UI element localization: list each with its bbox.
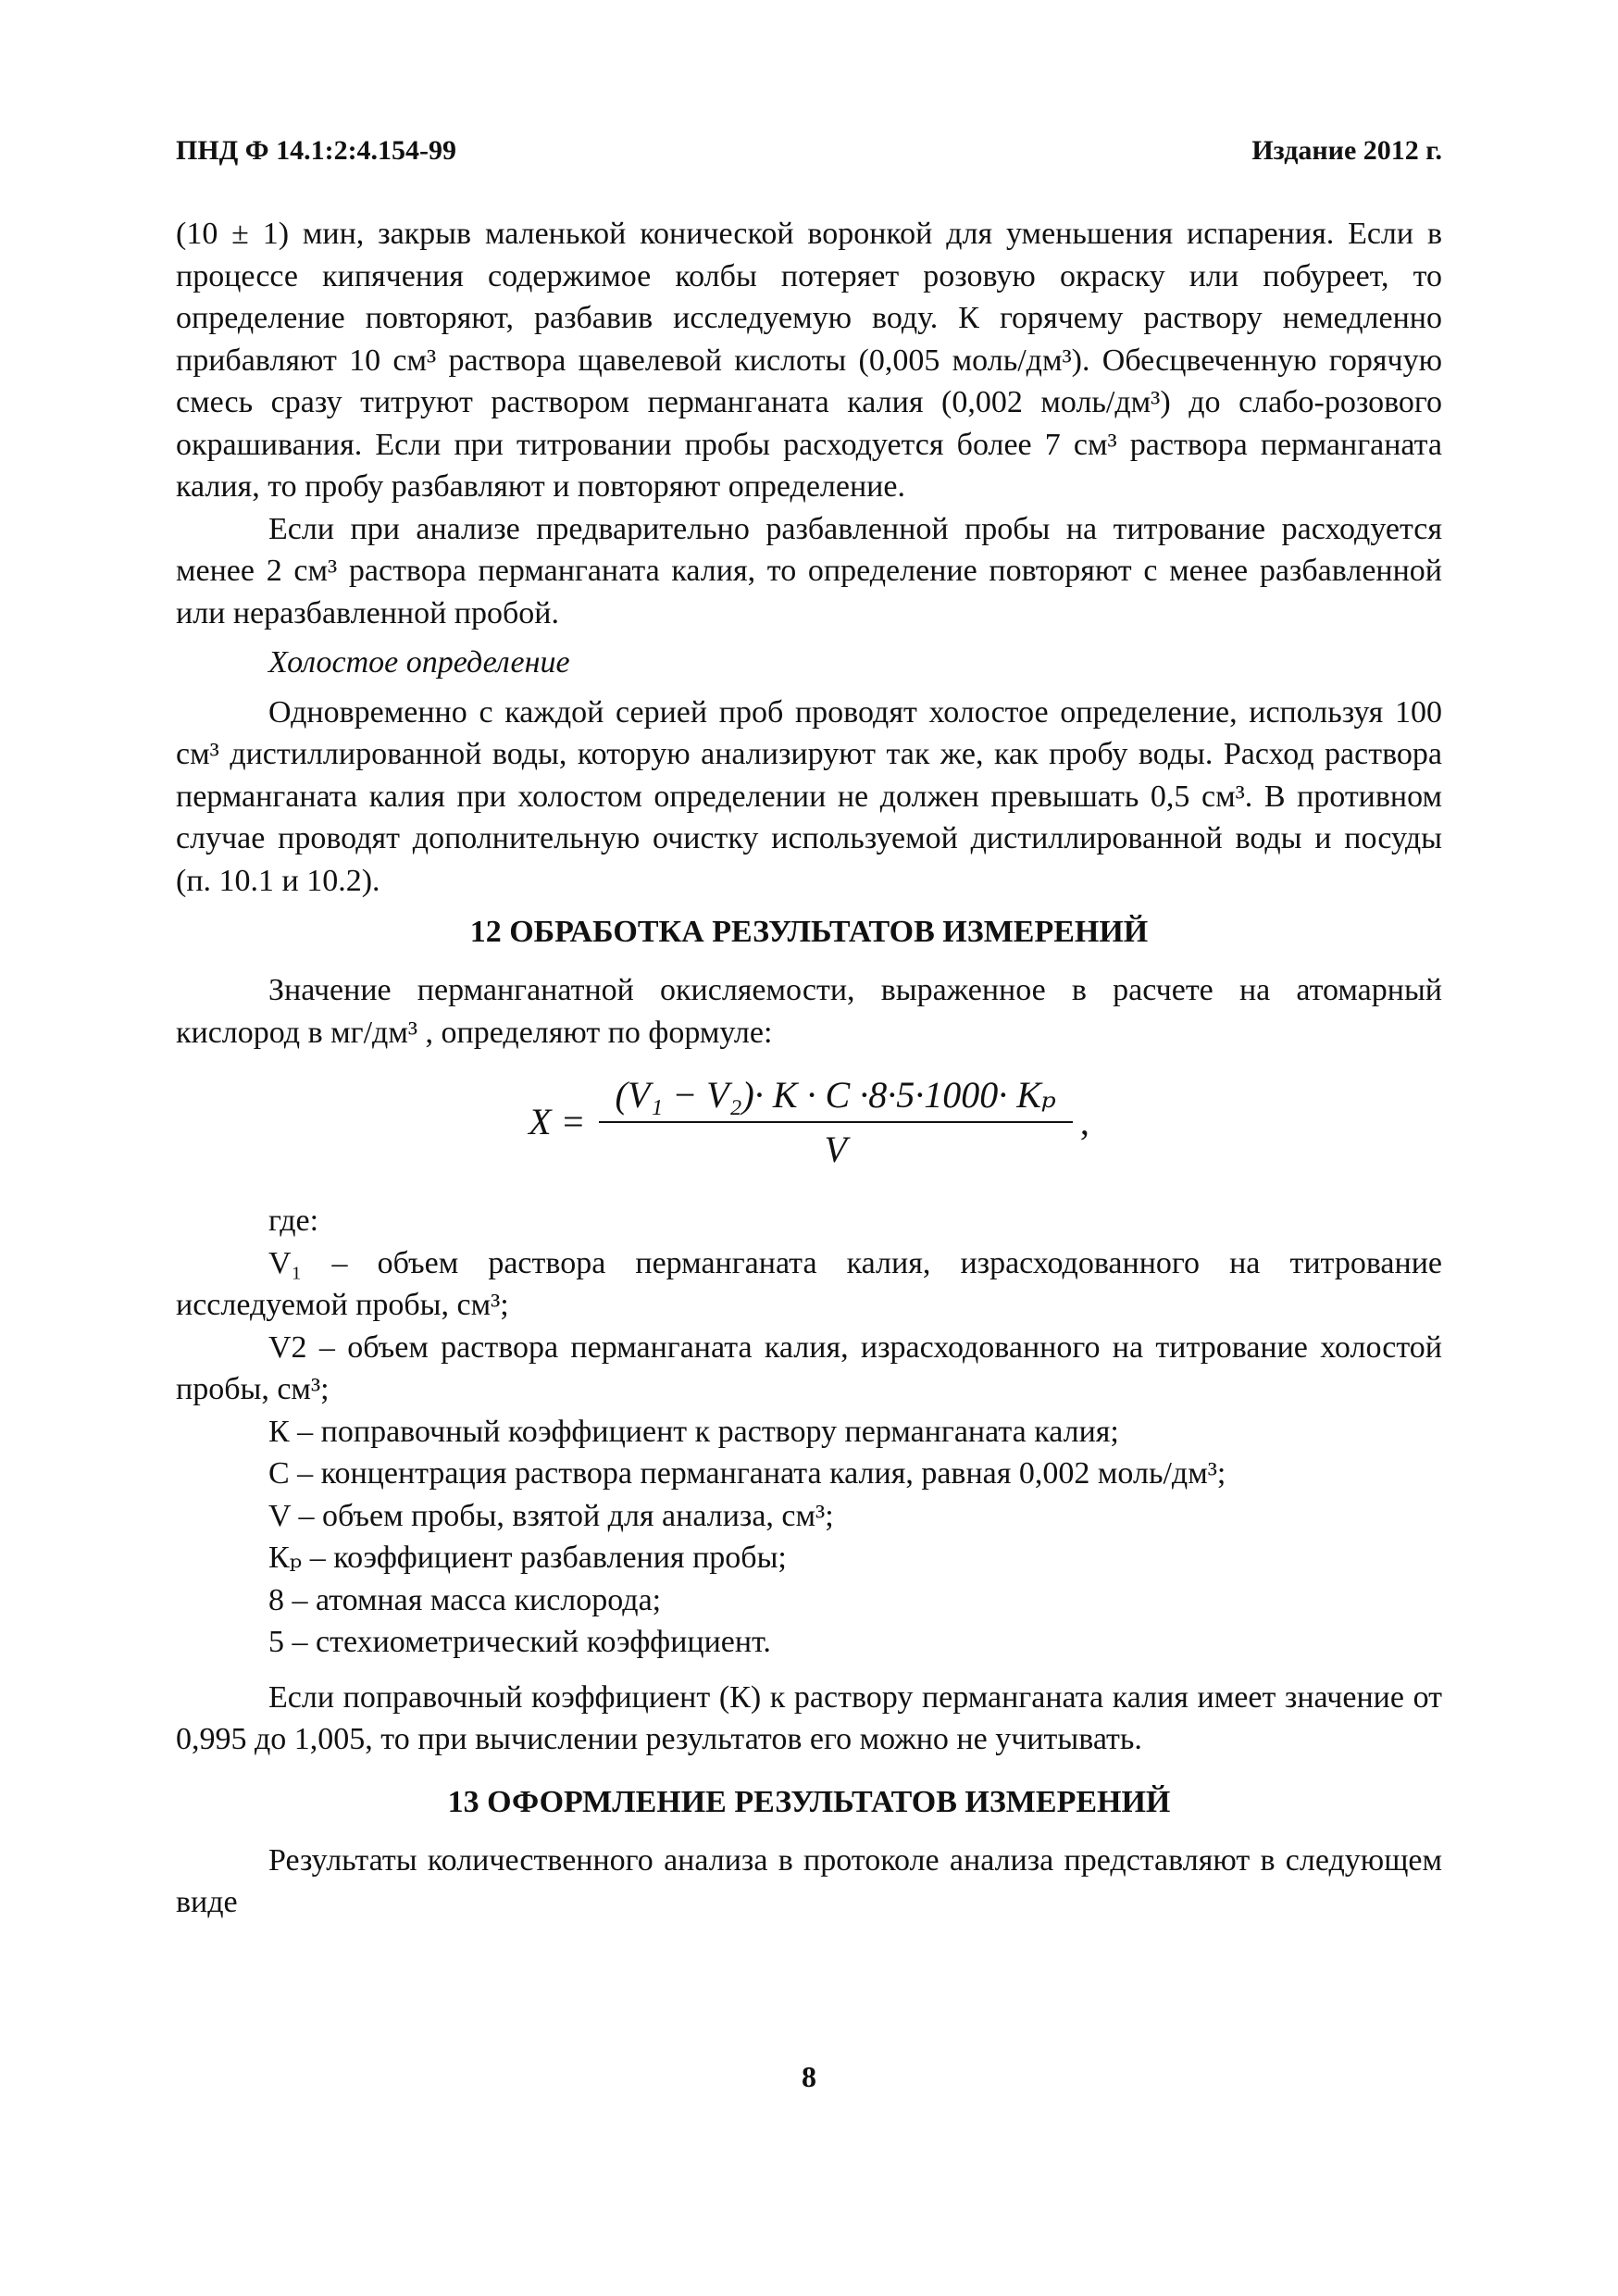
formula-comma: , — [1079, 1101, 1089, 1143]
formula-lhs: X = — [529, 1101, 586, 1143]
blank-determination-heading: Холостое определение — [268, 645, 570, 680]
paragraph-results-format: Результаты количественного анализа в протоколе анализа представляют в следующем виде — [176, 1842, 1442, 1919]
definitions-list — [176, 1242, 1442, 1664]
section-13-heading: 13 ОФОРМЛЕНИЕ РЕЗУЛЬТАТОВ ИЗМЕРЕНИЙ — [447, 1784, 1171, 1819]
page-body — [176, 213, 1442, 1924]
formula-numerator: (V₁ − V₂)· K · C ·8·5·1000· Kₚ — [599, 1074, 1073, 1124]
paragraph-boiling: (10 ± 1) мин, закрыв маленькой конической воронкой для уменьшения испарения. Если в процессе кипячения содержимое колбы потеряет розовую окраску или побуреет, то определение повторяют, разбавив исследуемую воду. К горячему раствору немедленно прибавляют 10 см³ раствора щавелевой кислоты (0,005 моль/дм³). Обесцвеченную горячую смесь сразу титруют раствором перманганата калия (0,002 моль/дм³) до слабо-розового окрашивания. Если при титровании пробы расходуется более 7 см³ раствора перманганата калия, то пробу разбавляют и повторяют определение. — [176, 217, 1442, 504]
definition-item: V2 – объем раствора перманганата калия, израсходованного на титрование холостой пробы, см³; — [176, 1329, 1442, 1406]
where-label: где: — [268, 1204, 319, 1238]
formula-fraction — [599, 1074, 1073, 1171]
paragraph-diluted-sample: Если при анализе предварительно разбавленной пробы на титрование расходуется менее 2 см³ раствора перманганата калия, то определение повторяют с менее разбавленной или неразбавленной пробой. — [176, 511, 1442, 630]
section-12-heading: 12 ОБРАБОТКА РЕЗУЛЬТАТОВ ИЗМЕРЕНИЙ — [469, 915, 1149, 949]
definition-item: V₁ – объем раствора перманганата калия, израсходованного на титрование исследуемой пробы, см³; — [176, 1245, 1442, 1322]
oxidizability-formula — [176, 1057, 1442, 1187]
definition-item: К – поправочный коэффициент к раствору перманганата калия; — [268, 1414, 1119, 1449]
definition-item: Кₚ – коэффициент разбавления пробы; — [268, 1541, 787, 1575]
paragraph-blank-determination: Одновременно с каждой серией проб проводят холостое определение, используя 100 см³ дистиллированной воды, которую анализируют так же, как пробу воды. Расход раствора перманганата калия при холостом определении не должен превышать 0,5 см³. В противном случае проводят дополнительную очистку используемой дистиллированной воды и посуды (п. 10.1 и 10.2). — [176, 694, 1442, 898]
document-code: ПНД Ф 14.1:2:4.154-99 — [176, 135, 457, 166]
definition-item: V – объем пробы, взятой для анализа, см³; — [268, 1498, 834, 1533]
definition-item: 8 – атомная масса кислорода; — [268, 1582, 662, 1617]
edition-label: Издание 2012 г. — [1251, 135, 1442, 166]
page-header — [176, 135, 1442, 172]
paragraph-oxidizability: Значение перманганатной окисляемости, выраженное в расчете на атомарный кислород в мг/дм³ , определяют по формуле: — [176, 973, 1442, 1050]
formula-denominator: V — [824, 1129, 847, 1170]
definition-item: 5 – стехиометрический коэффициент. — [268, 1625, 771, 1659]
page-number: 8 — [802, 2060, 816, 2093]
paragraph-correction-coefficient: Если поправочный коэффициент (К) к раствору перманганата калия имеет значение от 0,995 до 1,005, то при вычислении результатов его можно не учитывать. — [176, 1679, 1442, 1756]
definition-item: С – концентрация раствора перманганата калия, равная 0,002 моль/дм³; — [268, 1456, 1226, 1491]
